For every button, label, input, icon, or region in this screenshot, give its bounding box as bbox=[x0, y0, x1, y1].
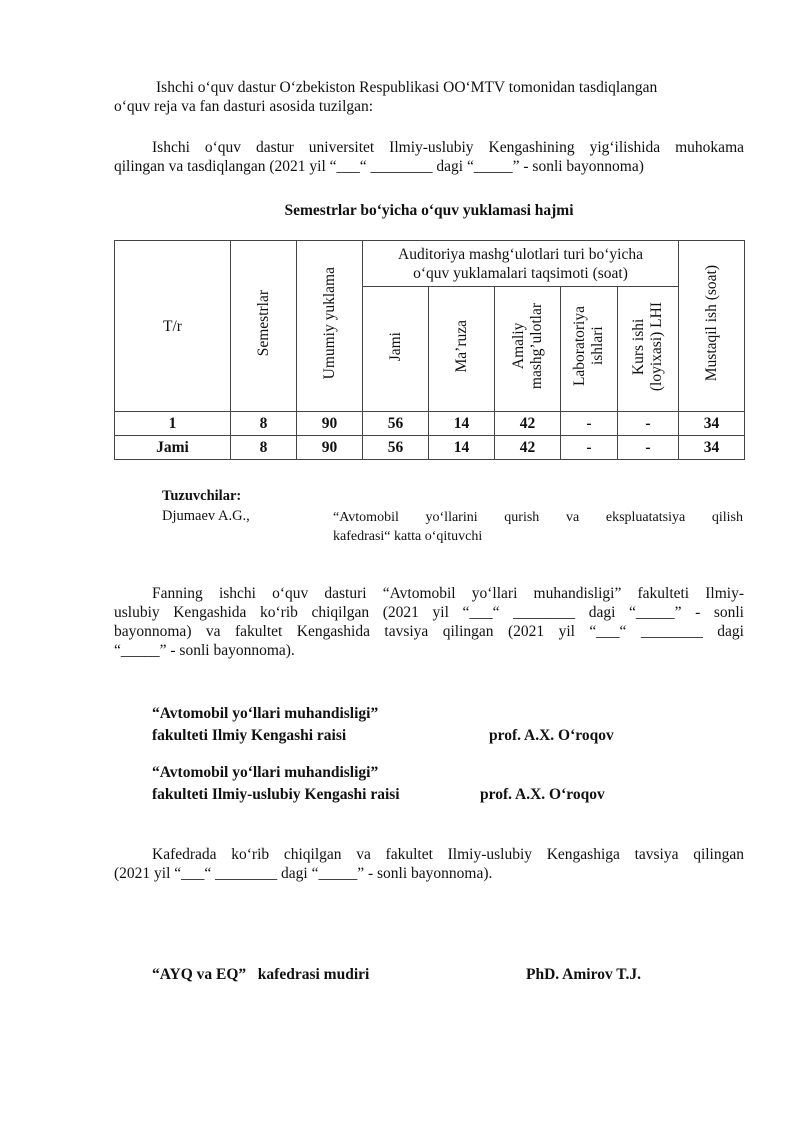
table-cell: 56 bbox=[363, 436, 429, 460]
signature-1-name: prof. A.X. O‘roqov bbox=[489, 727, 614, 744]
table-row-total bbox=[115, 436, 745, 460]
header-kurs-ishi bbox=[618, 287, 679, 412]
table-cell: - bbox=[618, 412, 679, 436]
intro-paragraph-2-line-1: Ishchi o‘quv dastur universitet Ilmiy-uslubiy Kengashining yig‘ilishida muhokama bbox=[152, 139, 744, 156]
header-maruza bbox=[429, 287, 495, 412]
compiler-position bbox=[333, 508, 743, 546]
faculty-paragraph-line-4: “_____” - sonli bayonnoma). bbox=[114, 642, 295, 659]
signature-1-line-2: fakulteti Ilmiy Kengashi raisi bbox=[152, 727, 347, 744]
intro-paragraph-1 bbox=[114, 78, 744, 116]
header-mustaqil-ish-label: Mustaqil ish (soat) bbox=[702, 265, 720, 382]
table-cell: - bbox=[618, 436, 679, 460]
header-lab-line-1: Laboratoriya bbox=[571, 306, 588, 387]
header-maruza-label: Ma’ruza bbox=[452, 320, 470, 373]
table-cell: 56 bbox=[363, 412, 429, 436]
header-semestrlar bbox=[231, 241, 297, 412]
header-semestrlar-label: Semestrlar bbox=[254, 290, 272, 357]
table-cell: Jami bbox=[115, 436, 231, 460]
header-amaliy bbox=[495, 287, 561, 412]
table-cell: 8 bbox=[231, 412, 297, 436]
compiler-name: Djumaev A.G., bbox=[162, 508, 250, 524]
department-head-name: PhD. Amirov T.J. bbox=[526, 966, 641, 983]
intro-paragraph-1-line-1: Ishchi o‘quv dastur O‘zbekiston Respublikasi OO‘MTV tomonidan tasdiqlangan bbox=[156, 79, 658, 96]
faculty-paragraph bbox=[114, 584, 744, 660]
header-kurs-line-2: (loyixasi) LHI bbox=[648, 301, 665, 392]
header-lab-line-2: ishlari bbox=[589, 327, 606, 366]
signature-block-1 bbox=[152, 704, 378, 745]
table-cell: 42 bbox=[495, 436, 561, 460]
intro-paragraph-1-line-2: o‘quv reja va fan dasturi asosida tuzilgan: bbox=[114, 98, 374, 115]
table-cell: 90 bbox=[297, 412, 363, 436]
kafedra-paragraph-line-1: Kafedrada ko‘rib chiqilgan va fakultet Ilmiy-uslubiy Kengashiga tavsiya qilingan bbox=[152, 846, 744, 863]
table-row bbox=[115, 412, 745, 436]
kafedra-paragraph bbox=[114, 845, 744, 883]
header-jami-label: Jami bbox=[386, 331, 404, 362]
signature-2-line-2: fakulteti Ilmiy-uslubiy Kengashi raisi bbox=[152, 786, 400, 803]
table-cell: 14 bbox=[429, 436, 495, 460]
table-cell: 34 bbox=[679, 436, 745, 460]
table-cell: - bbox=[561, 412, 618, 436]
header-laboratoriya-label bbox=[571, 306, 607, 386]
header-laboratoriya bbox=[561, 287, 618, 412]
department-head-title: “AYQ va EQ” kafedrasi mudiri bbox=[152, 966, 370, 983]
header-amaliy-line-1: Amaliy bbox=[509, 323, 527, 370]
header-umumiy-yuklama bbox=[297, 241, 363, 412]
compiler-position-line-1: “Avtomobil yo‘llarini qurish va ekspluatatsiya qilish bbox=[333, 510, 743, 525]
signature-2-line-1: “Avtomobil yo‘llari muhandisligi” bbox=[152, 764, 379, 781]
signature-1-line-1: “Avtomobil yo‘llari muhandisligi” bbox=[152, 705, 379, 722]
header-amaliy-label bbox=[510, 303, 546, 389]
header-kurs-line-1: Kurs ishi bbox=[630, 318, 647, 375]
table-cell: 42 bbox=[495, 412, 561, 436]
faculty-paragraph-line-2: uslubiy Kengashida ko‘rib chiqilgan (2021 yil “___“ ________ dagi “_____” - sonli bbox=[114, 604, 744, 621]
compilers-label: Tuzuvchilar: bbox=[162, 488, 242, 504]
header-umumiy-yuklama-label: Umumiy yuklama bbox=[320, 267, 338, 380]
kafedra-paragraph-line-2: (2021 yil “___“ ________ dagi “_____” - sonli bayonnoma). bbox=[114, 865, 493, 882]
header-jami bbox=[363, 287, 429, 412]
table-cell: 34 bbox=[679, 412, 745, 436]
table-cell: 8 bbox=[231, 436, 297, 460]
intro-paragraph-2 bbox=[114, 138, 744, 176]
header-kurs-ishi-label bbox=[630, 302, 666, 391]
signature-block-2 bbox=[152, 763, 400, 804]
signature-2-name: prof. A.X. O‘roqov bbox=[480, 786, 605, 803]
intro-paragraph-2-line-2: qilingan va tasdiqlangan (2021 yil “___“ ________ dagi “_____” - sonli bayonnoma) bbox=[114, 158, 644, 175]
compiler-position-line-2: kafedrasi“ katta o‘qituvchi bbox=[333, 529, 483, 544]
header-amaliy-line-2: mashg’ulotlar bbox=[527, 303, 545, 390]
faculty-paragraph-line-3: bayonnoma) va fakultet Kengashida tavsiya qilingan (2021 yil “___“ ________ dagi bbox=[114, 623, 744, 640]
header-tr: T/r bbox=[115, 241, 231, 412]
table-cell: 14 bbox=[429, 412, 495, 436]
header-mustaqil-ish bbox=[679, 241, 745, 412]
study-load-table bbox=[114, 240, 745, 460]
table-cell: 90 bbox=[297, 436, 363, 460]
table-title: Semestrlar bo‘yicha o‘quv yuklamasi hajmi bbox=[284, 202, 574, 219]
table-cell: 1 bbox=[115, 412, 231, 436]
table-cell: - bbox=[561, 436, 618, 460]
header-group-line-2: o‘quv yuklamalari taqsimoti (soat) bbox=[413, 264, 628, 282]
header-auditoriya-group bbox=[363, 241, 679, 287]
header-group-line-1: Auditoriya mashg‘ulotlari turi bo‘yicha bbox=[398, 245, 643, 263]
faculty-paragraph-line-1: Fanning ishchi o‘quv dasturi “Avtomobil yo‘llari muhandisligi” fakulteti Ilmiy- bbox=[152, 585, 744, 602]
